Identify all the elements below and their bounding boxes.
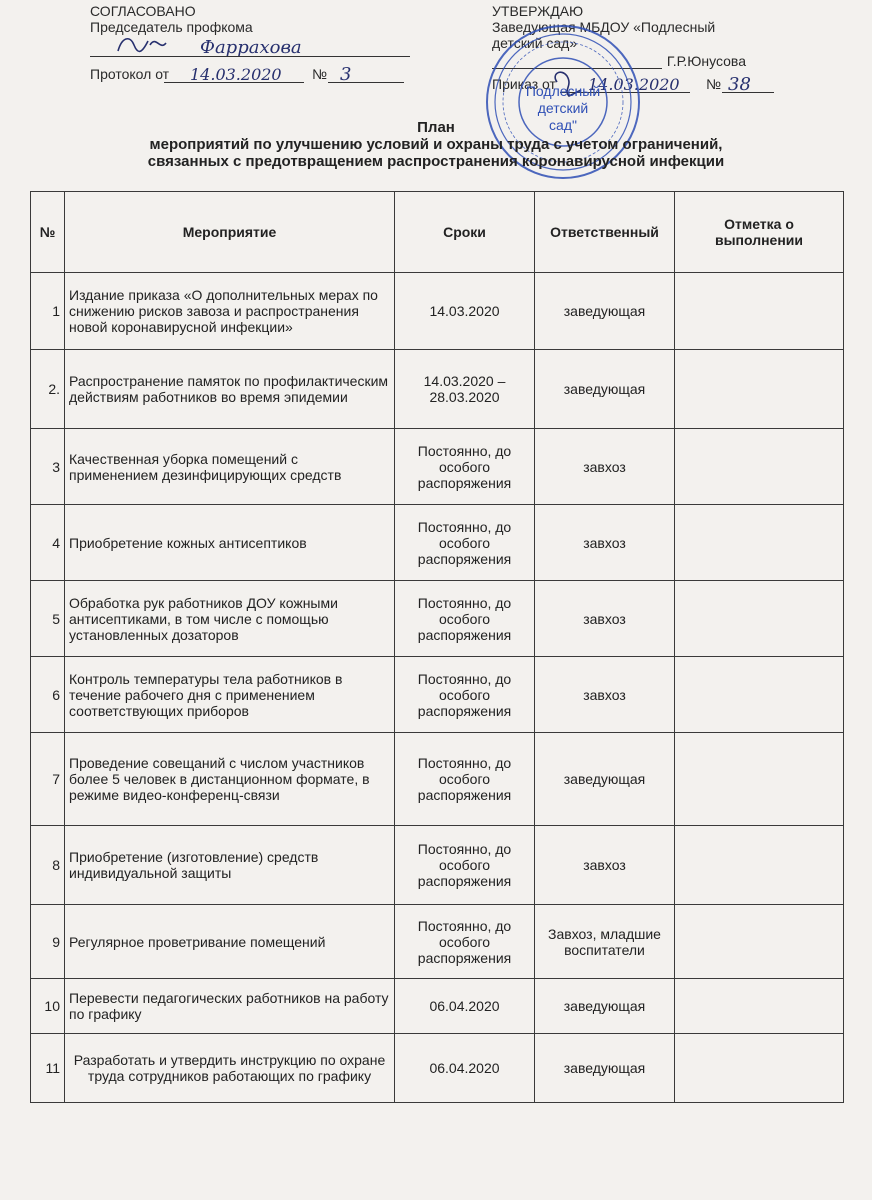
row-event: Разработать и утвердить инструкцию по охране труда сотрудников работающих по графику — [65, 1034, 395, 1103]
agreed-signature-name: Фаррахова — [200, 37, 302, 58]
row-responsible: заведующая — [535, 350, 675, 429]
stamp-text-line2: детский — [537, 100, 589, 116]
row-responsible: заведующая — [535, 1034, 675, 1103]
row-event: Приобретение (изготовление) средств индивидуальной защиты — [65, 826, 395, 905]
row-mark — [675, 1034, 844, 1103]
row-num: 9 — [31, 905, 65, 979]
table-row — [31, 905, 844, 979]
row-responsible: Завхоз, младшие воспитатели — [535, 905, 675, 979]
row-num: 6 — [31, 657, 65, 733]
row-term: 14.03.2020 — [395, 273, 535, 350]
row-responsible: завхоз — [535, 826, 675, 905]
row-num: 1 — [31, 273, 65, 350]
row-mark — [675, 505, 844, 581]
row-mark — [675, 429, 844, 505]
order-prefix: Приказ от — [492, 76, 556, 92]
row-responsible: завхоз — [535, 581, 675, 657]
protocol-date: 14.03.2020 — [190, 65, 282, 84]
header-term: Сроки — [395, 192, 535, 273]
order-number-sign: № — [706, 76, 722, 92]
row-mark — [675, 733, 844, 826]
row-mark — [675, 350, 844, 429]
row-mark — [675, 826, 844, 905]
row-event: Проведение совещаний с числом участников более 5 человек в дистанционном формате, в режиме видео-конференц-связи — [65, 733, 395, 826]
agreed-signature-line — [90, 37, 410, 59]
row-responsible: завхоз — [535, 657, 675, 733]
row-num: 3 — [31, 429, 65, 505]
approve-name: Г.Р.Юнусова — [666, 53, 746, 69]
order-date: 14.03.2020 — [588, 75, 680, 94]
header-responsible: Ответственный — [535, 192, 675, 273]
title-line2: мероприятий по улучшению условий и охраны труда с учетом ограничений, — [149, 136, 723, 153]
row-term: 06.04.2020 — [395, 1034, 535, 1103]
row-responsible: завхоз — [535, 429, 675, 505]
row-mark — [675, 273, 844, 350]
signature-underline — [90, 56, 410, 57]
protocol-prefix: Протокол от — [90, 66, 170, 82]
row-num: 11 — [31, 1034, 65, 1103]
row-event: Качественная уборка помещений с применением дезинфицирующих средств — [65, 429, 395, 505]
row-term: Постоянно, до особого распоряжения — [395, 657, 535, 733]
row-responsible: завхоз — [535, 505, 675, 581]
row-term: Постоянно, до особого распоряжения — [395, 581, 535, 657]
row-event: Перевести педагогических работников на работу по графику — [65, 979, 395, 1034]
row-event: Обработка рук работников ДОУ кожными антисептиками, в том числе с помощью установленных дозаторов — [65, 581, 395, 657]
document-title — [40, 119, 832, 170]
row-term: Постоянно, до особого распоряжения — [395, 429, 535, 505]
title-line3: связанных с предотвращением распространения коронавирусной инфекции — [147, 153, 725, 170]
row-num: 4 — [31, 505, 65, 581]
row-term: Постоянно, до особого распоряжения — [395, 826, 535, 905]
stamp-text-line3: сад" — [549, 117, 577, 133]
row-num: 8 — [31, 826, 65, 905]
row-num: 10 — [31, 979, 65, 1034]
row-term: 14.03.2020 – 28.03.2020 — [395, 350, 535, 429]
protocol-number-sign: № — [312, 66, 328, 82]
table-row — [31, 505, 844, 581]
row-responsible: заведующая — [535, 273, 675, 350]
row-num: 7 — [31, 733, 65, 826]
table-row — [31, 826, 844, 905]
row-term: Постоянно, до особого распоряжения — [395, 505, 535, 581]
approve-position-line1: Заведующая МБДОУ «Подлесный — [492, 19, 716, 35]
table-row — [31, 581, 844, 657]
row-event: Издание приказа «О дополнительных мерах по снижению рисков завоза и распространения новой коронавирусной инфекции» — [65, 273, 395, 350]
agreed-protocol-line — [90, 63, 410, 85]
row-mark — [675, 905, 844, 979]
plan-table — [30, 191, 844, 1103]
table-row — [31, 979, 844, 1034]
row-event: Распространение памяток по профилактическим действиям работников во время эпидемии — [65, 350, 395, 429]
title-line1: План — [417, 119, 455, 136]
approve-heading: УТВЕРЖДАЮ — [492, 3, 584, 19]
header-num: № — [31, 192, 65, 273]
row-term: Постоянно, до особого распоряжения — [395, 733, 535, 826]
row-mark — [675, 979, 844, 1034]
table-row — [31, 350, 844, 429]
agreed-block — [90, 3, 410, 85]
row-term: 06.04.2020 — [395, 979, 535, 1034]
order-number: 38 — [728, 74, 751, 95]
agreed-heading: СОГЛАСОВАНО — [90, 3, 196, 19]
row-responsible: заведующая — [535, 733, 675, 826]
header-mark: Отметка о выполнении — [675, 192, 844, 273]
protocol-number: 3 — [340, 64, 352, 85]
row-mark — [675, 657, 844, 733]
table-row — [31, 733, 844, 826]
approve-position-line2: детский сад» — [492, 35, 578, 51]
table-row — [31, 273, 844, 350]
stamp-text-line1: Подлесный — [525, 83, 601, 99]
row-event: Регулярное проветривание помещений — [65, 905, 395, 979]
row-mark — [675, 581, 844, 657]
row-num: 5 — [31, 581, 65, 657]
table-row — [31, 429, 844, 505]
table-header-row — [31, 192, 844, 273]
agreed-position: Председатель профкома — [90, 19, 253, 35]
table-row — [31, 1034, 844, 1103]
row-term: Постоянно, до особого распоряжения — [395, 905, 535, 979]
row-event: Приобретение кожных антисептиков — [65, 505, 395, 581]
header-event: Мероприятие — [65, 192, 395, 273]
row-num: 2. — [31, 350, 65, 429]
row-responsible: заведующая — [535, 979, 675, 1034]
table-row — [31, 657, 844, 733]
row-event: Контроль температуры тела работников в течение рабочего дня с применением соответствующих приборов — [65, 657, 395, 733]
